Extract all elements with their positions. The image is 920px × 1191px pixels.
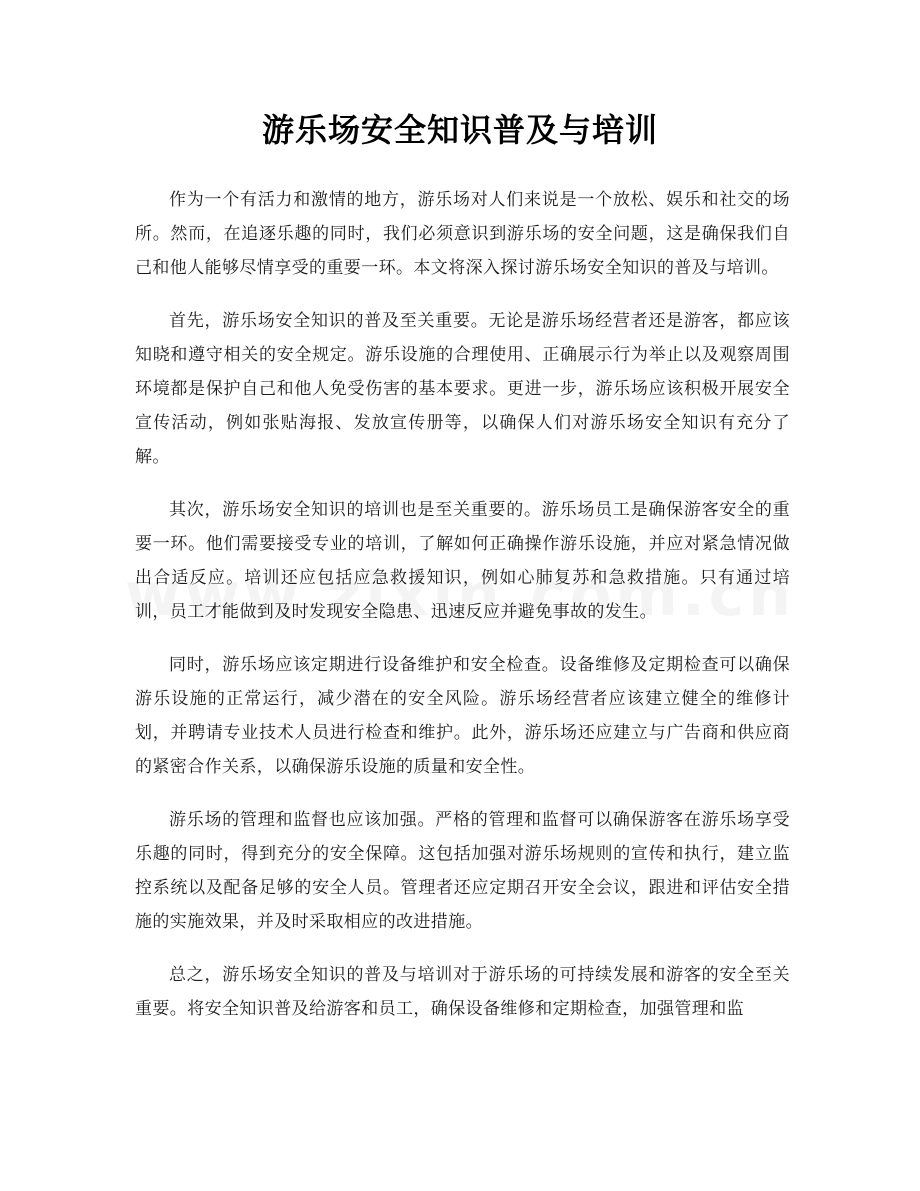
paragraph-6: 总之，游乐场安全知识的普及与培训对于游乐场的可持续发展和游客的安全至关重要。将安全知识普及给游客和员工，确保设备维修和定期检查，加强管理和监 bbox=[135, 965, 790, 1019]
document-title: 游乐场安全知识普及与培训 bbox=[261, 111, 658, 149]
paragraph-3: 其次，游乐场安全知识的培训也是至关重要的。游乐场员工是确保游客安全的重要一环。他们需要接受专业的培训，了解如何正确操作游乐设施，并应对紧急情况做出合适反应。培训还应包括应急救援知识，例如心肺复苏和急救措施。只有通过培训，员工才能做到及时发现安全隐患、迅速反应并避免事故的发生。 bbox=[135, 500, 790, 622]
paragraph-2: 首先，游乐场安全知识的普及至关重要。无论是游乐场经营者还是游客，都应该知晓和遵守相关的安全规定。游乐设施的合理使用、正确展示行为举止以及观察周围环境都是保护自己和他人免受伤害的基本要求。更进一步，游乐场应该积极开展安全宣传活动，例如张贴海报、发放宣传册等，以确保人们对游乐场安全知识有充分了解。 bbox=[135, 311, 790, 467]
paragraph-1: 作为一个有活力和激情的地方，游乐场对人们来说是一个放松、娱乐和社交的场所。然而，在追逐乐趣的同时，我们必须意识到游乐场的安全问题，这是确保我们自己和他人能够尽情享受的重要一环。本文将深入探讨游乐场安全知识的普及与培训。 bbox=[135, 190, 790, 278]
document-body bbox=[135, 183, 790, 1045]
paragraph-4: 同时，游乐场应该定期进行设备维护和安全检查。设备维修及定期检查可以确保游乐设施的正常运行，减少潜在的安全风险。游乐场经营者应该建立健全的维修计划，并聘请专业技术人员进行检查和维护。此外，游乐场还应建立与广告商和供应商的紧密合作关系，以确保游乐设施的质量和安全性。 bbox=[135, 655, 790, 777]
paragraph-5: 游乐场的管理和监督也应该加强。严格的管理和监督可以确保游客在游乐场享受乐趣的同时，得到充分的安全保障。这包括加强对游乐场规则的宣传和执行，建立监控系统以及配备足够的安全人员。管理者还应定期召开安全会议，跟进和评估安全措施的实施效果，并及时采取相应的改进措施。 bbox=[135, 810, 790, 932]
